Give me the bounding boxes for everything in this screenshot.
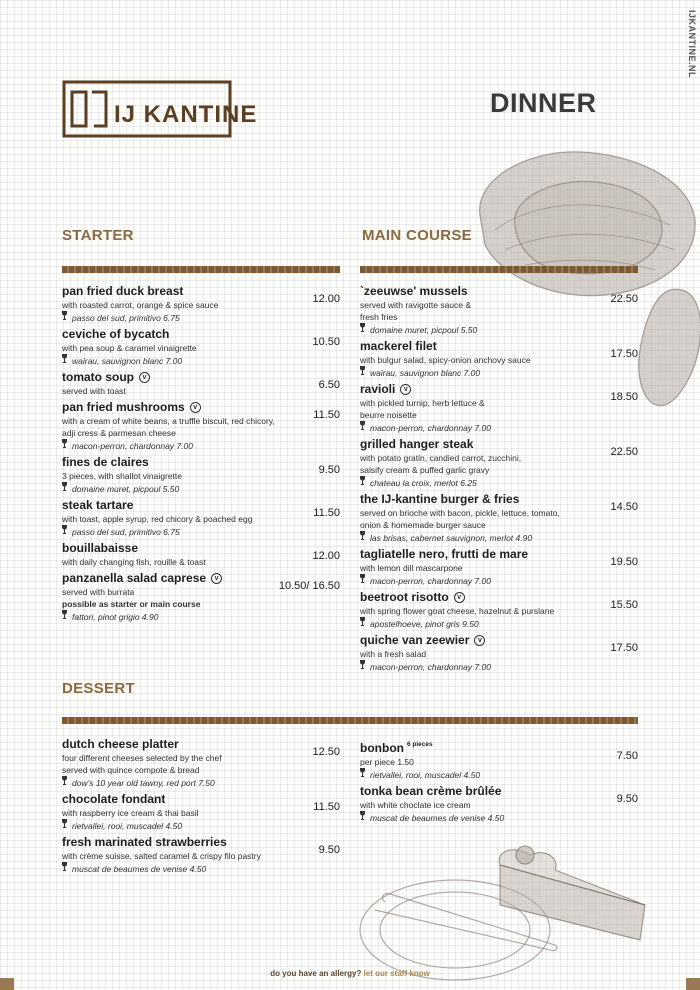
menu-item-price: 7.50	[616, 750, 638, 762]
wine-pairing	[62, 525, 313, 538]
starter-divider	[62, 266, 340, 273]
menu-item-note: possible as starter or main course	[62, 599, 201, 609]
menu-item-description: salsify cream & puffed garlic gravy	[360, 465, 490, 475]
menu-item-name-row	[62, 455, 319, 470]
dessert-title: DESSERT	[62, 680, 135, 697]
menu-item-description: with crème suisse, salted caramel & crispy filo pastry	[62, 851, 261, 861]
menu-item-name: quiche van zeewier	[360, 633, 470, 647]
menu-item-quantity: 6 pieces	[406, 741, 433, 748]
menu-item-description: with roasted carrot, orange & spice sauce	[62, 300, 219, 310]
menu-item-description: with daily changing fish, rouille & toast	[62, 557, 206, 567]
wine-pairing	[360, 323, 610, 336]
corner-mark-right	[686, 978, 700, 990]
menu-item-name: chocolate fondant	[62, 792, 166, 806]
menu-item	[360, 382, 638, 434]
cake-illustration	[355, 840, 655, 990]
wine-glass-icon	[62, 439, 67, 452]
wine-glass-icon	[360, 811, 365, 824]
wine-pairing	[360, 768, 617, 781]
menu-item-price: 18.50	[610, 391, 638, 403]
starter-title: STARTER	[62, 227, 134, 244]
menu-item	[360, 784, 638, 824]
wine-pairing-text: macon-perron, chardonnay 7.00	[370, 575, 491, 586]
wine-pairing	[62, 776, 312, 789]
allergy-footer	[0, 969, 700, 978]
menu-item-name: panzanella salad caprese	[62, 571, 207, 585]
wine-glass-icon	[62, 776, 67, 789]
menu-item	[62, 792, 340, 832]
wine-pairing-text: macon-perron, chardonnay 7.00	[370, 661, 491, 672]
allergy-advice: let our staff know	[363, 969, 430, 978]
page-title: DINNER	[490, 88, 597, 118]
wine-pairing	[62, 610, 279, 623]
menu-item-name: fines de claires	[62, 455, 149, 469]
menu-item-name-row	[360, 741, 617, 756]
menu-item-price: 22.50	[610, 446, 638, 458]
menu-item	[62, 541, 340, 568]
vegetarian-v-icon: v	[190, 402, 201, 413]
menu-item	[360, 437, 638, 489]
menu-item	[62, 498, 340, 538]
logo-text: IJ KANTINE	[114, 101, 258, 128]
menu-item-description: per piece 1.50	[360, 757, 414, 767]
menu-item-name-row	[62, 284, 312, 299]
menu-item-description: adji cress & parmesan cheese	[62, 428, 176, 438]
dessert-divider	[62, 717, 638, 724]
main-course-divider	[360, 266, 638, 273]
menu-item-name: grilled hanger steak	[360, 437, 474, 451]
menu-item-price: 19.50	[610, 556, 638, 568]
menu-item-description: with toast, apple syrup, red chicory & poached egg	[62, 514, 253, 524]
menu-item-description: with white choclate ice cream	[360, 800, 471, 810]
menu-item-name-row	[360, 590, 610, 605]
menu-item-price: 9.50	[318, 464, 340, 476]
wine-glass-icon	[360, 617, 365, 630]
menu-item-name-row	[360, 382, 610, 397]
menu-item-price: 12.50	[312, 746, 340, 758]
menu-item-name: pan fried mushrooms	[62, 400, 185, 414]
menu-item	[62, 737, 340, 789]
wine-pairing-text: dow's 10 year old tawny, red port 7.50	[72, 777, 215, 788]
starter-list	[62, 284, 340, 626]
menu-item-name: beetroot risotto	[360, 590, 449, 604]
menu-item-price: 14.50	[610, 501, 638, 513]
corner-mark-left	[0, 978, 14, 990]
wine-pairing-text: rietvallei, rooi, muscadel 4.50	[72, 820, 183, 831]
vegetarian-v-icon: v	[211, 573, 222, 584]
menu-item-price: 17.50	[610, 642, 638, 654]
menu-item-name-row	[62, 327, 312, 342]
menu-item-price: 11.50	[313, 409, 340, 421]
menu-item-description: with a cream of white beans, a truffle biscuit, red chicory,	[62, 416, 275, 426]
menu-item	[62, 370, 340, 397]
wine-glass-icon	[360, 476, 365, 489]
menu-item	[360, 547, 638, 587]
wine-pairing	[360, 660, 610, 673]
wine-pairing	[62, 819, 313, 832]
menu-item-name: mackerel filet	[360, 339, 437, 353]
menu-item	[62, 327, 340, 367]
menu-item-price: 17.50	[610, 348, 638, 360]
wine-glass-icon	[62, 311, 67, 324]
wine-pairing-text: macon-perron, chardonnay 7.00	[72, 440, 193, 451]
vegetarian-v-icon: v	[139, 372, 150, 383]
wine-glass-icon	[360, 531, 365, 544]
menu-item-price: 9.50	[616, 793, 638, 805]
menu-item	[360, 633, 638, 673]
wine-pairing	[360, 421, 610, 434]
wine-pairing	[360, 574, 610, 587]
menu-item-description: with bulgur salad, spicy-onion anchovy sauce	[360, 355, 531, 365]
menu-item-price: 22.50	[610, 293, 638, 305]
dessert-list-left	[62, 737, 340, 878]
menu-item-name: tonka bean crème brûlée	[360, 784, 502, 798]
wine-glass-icon	[360, 768, 365, 781]
wine-pairing-text: apostelhoeve, pinot gris 9.50	[370, 618, 479, 629]
wine-glass-icon	[360, 323, 365, 336]
menu-item-description: four different cheeses selected by the chef	[62, 753, 222, 763]
menu-item-name-row	[360, 784, 617, 799]
main-course-list	[360, 284, 638, 676]
menu-item-name-row	[360, 633, 610, 648]
wine-pairing-text: wairau, sauvignon blanc 7.00	[72, 355, 183, 366]
dessert-list-right	[360, 741, 638, 827]
wine-pairing-text: las brisas, cabernet sauvignon, merlot 4.90	[370, 532, 533, 543]
menu-item-name-row	[62, 498, 313, 513]
wine-pairing-text: wairau, sauvignon blanc 7.00	[370, 367, 481, 378]
menu-item-description: with spring flower goat cheese, hazelnut & purslane	[360, 606, 555, 616]
menu-item-name: tomato soup	[62, 370, 134, 384]
menu-item	[62, 835, 340, 875]
menu-item-price: 10.50	[312, 336, 340, 348]
menu-item-name: fresh marinated strawberries	[62, 835, 227, 849]
wine-pairing	[62, 439, 313, 452]
menu-item-description: 3 pieces, with shallot vinaigrette	[62, 471, 183, 481]
menu-item-name: ceviche of bycatch	[62, 327, 170, 341]
wine-pairing	[360, 366, 610, 379]
menu-item-description: with a fresh salad	[360, 649, 427, 659]
menu-item	[62, 571, 340, 623]
menu-item	[360, 590, 638, 630]
menu-item-name-row	[62, 541, 312, 556]
menu-item-description: onion & homemade burger sauce	[360, 520, 486, 530]
menu-item-name-row	[62, 400, 313, 415]
wine-pairing-text: domaine muret, picpoul 5.50	[72, 483, 180, 494]
menu-item-name-row	[62, 571, 279, 586]
vegetarian-v-icon: v	[454, 592, 465, 603]
menu-item-name-row	[62, 835, 319, 850]
menu-item-price: 11.50	[313, 507, 340, 519]
menu-item-name-row	[360, 437, 610, 452]
menu-item-name-row	[62, 737, 312, 752]
wine-pairing	[62, 862, 319, 875]
menu-item-description: with lemon dill mascarpone	[360, 563, 463, 573]
menu-item-description: served with burrata	[62, 587, 135, 597]
wine-pairing-text: fattori, pinot grigio 4.90	[72, 611, 159, 622]
wine-pairing-text: muscat de beaumes de venise 4.50	[370, 812, 505, 823]
wine-glass-icon	[62, 525, 67, 538]
menu-item-description: served on brioche with bacon, pickle, lettuce, tomato,	[360, 508, 560, 518]
menu-item	[360, 492, 638, 544]
menu-item-description: fresh fries	[360, 312, 398, 322]
menu-item-description: with pickled turnip, herb lettuce &	[360, 398, 485, 408]
wine-pairing-text: domaine muret, picpoul 5.50	[370, 324, 478, 335]
menu-item-price: 12.00	[312, 293, 340, 305]
menu-item	[360, 741, 638, 781]
wine-glass-icon	[360, 660, 365, 673]
wine-pairing	[360, 531, 610, 544]
wine-pairing	[62, 482, 319, 495]
menu-item-name: the IJ-kantine burger & fries	[360, 492, 520, 506]
main-course-title: MAIN COURSE	[362, 227, 472, 244]
wine-pairing	[360, 811, 617, 824]
allergy-question: do you have an allergy?	[270, 969, 362, 978]
menu-item-name-row	[62, 792, 313, 807]
wine-pairing	[62, 354, 312, 367]
menu-item-price: 11.50	[313, 801, 340, 813]
menu-item-description: with potato gratin, candied carrot, zucchini,	[360, 453, 522, 463]
wine-pairing-text: chateau la croix, merlot 6.25	[370, 477, 477, 488]
menu-item-name: `zeeuwse' mussels	[360, 284, 468, 298]
menu-item-name: dutch cheese platter	[62, 737, 179, 751]
menu-item-name-row	[360, 284, 610, 299]
wine-glass-icon	[360, 421, 365, 434]
menu-item-name: tagliatelle nero, frutti de mare	[360, 547, 529, 561]
wine-glass-icon	[62, 610, 67, 623]
menu-item-description: with raspberry ice cream & thai basil	[62, 808, 199, 818]
menu-item-name: bonbon	[360, 741, 404, 755]
menu-item-description: served with quince compote & bread	[62, 765, 200, 775]
wine-glass-icon	[62, 354, 67, 367]
wine-pairing-text: passo del sud, primitivo 6.75	[72, 526, 180, 537]
menu-item-name-row	[360, 492, 610, 507]
menu-item-name-row	[360, 339, 610, 354]
menu-item-price: 9.50	[318, 844, 340, 856]
wine-pairing	[360, 476, 610, 489]
menu-item-name: ravioli	[360, 382, 396, 396]
menu-item	[360, 284, 638, 336]
wine-pairing-text: macon-perron, chardonnay 7.00	[370, 422, 491, 433]
menu-item-name-row	[360, 547, 610, 562]
wine-glass-icon	[62, 819, 67, 832]
wine-pairing-text: rietvallei, rooi, muscadel 4.50	[370, 769, 481, 780]
wine-glass-icon	[360, 574, 365, 587]
menu-item-price: 10.50/ 16.50	[278, 580, 340, 592]
website-url[interactable]: IJKANTINE.NL	[687, 10, 697, 79]
menu-item-name-row	[62, 370, 319, 385]
menu-item-name: steak tartare	[62, 498, 134, 512]
wine-glass-icon	[360, 366, 365, 379]
menu-item-price: 12.00	[312, 550, 340, 562]
menu-item-name: bouillabaisse	[62, 541, 139, 555]
menu-item-description: beurre noisette	[360, 410, 417, 420]
menu-item-description: served with toast	[62, 386, 126, 396]
menu-item	[62, 284, 340, 324]
menu-item-name: pan fried duck breast	[62, 284, 184, 298]
ij-kantine-logo	[62, 80, 258, 138]
menu-item-description: with pea soup & caramel vinaigrette	[62, 343, 197, 353]
menu-item-price: 6.50	[318, 379, 340, 391]
menu-item	[62, 400, 340, 452]
menu-item	[62, 455, 340, 495]
vegetarian-v-icon: v	[400, 384, 411, 395]
wine-glass-icon	[62, 482, 67, 495]
menu-item	[360, 339, 638, 379]
wine-glass-icon	[62, 862, 67, 875]
wine-pairing-text: passo del sud, primitivo 6.75	[72, 312, 180, 323]
vegetarian-v-icon: v	[474, 635, 485, 646]
menu-item-description: served with ravigotte sauce &	[360, 300, 472, 310]
wine-pairing	[62, 311, 312, 324]
wine-pairing-text: muscat de beaumes de venise 4.50	[72, 863, 207, 874]
wine-pairing	[360, 617, 610, 630]
menu-item-price: 15.50	[610, 599, 638, 611]
